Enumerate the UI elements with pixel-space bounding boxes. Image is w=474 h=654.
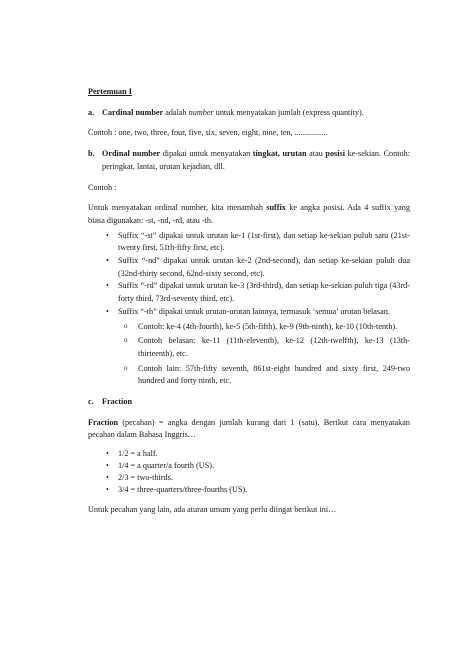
tingkat-urutan-bold: tingkat, urutan	[252, 149, 307, 159]
suffix-list	[88, 230, 410, 319]
section-b-label: b.	[88, 149, 95, 159]
section-a-text	[102, 107, 410, 120]
list-item: o Contoh lain: 57th-fifty seventh, 861st-eight hundred and sixty first, 249-two hundred and forty ninth, etc.	[124, 363, 410, 388]
list-item: o Contoh: ke-4 (4th-fourth), ke-5 (5th-fifth), ke-9 (9th-ninth), ke-10 (10th-tenth).	[124, 321, 410, 334]
closing-text: Untuk pecahan yang lain, ada aturan umum yang perlu diingat berikut ini…	[88, 504, 337, 514]
cardinal-example: Contoh : one, two, three, four, five, six, seven, eight, nine, ten, ................	[88, 128, 328, 138]
section-b	[88, 148, 410, 173]
section-a	[88, 107, 410, 120]
fraction-text: (pecahan) = angka dengan jumlah kurang dari 1 (satu). Berikut cara menyatakan pecahan dalam Bahasa Inggris…	[88, 417, 410, 440]
section-c	[88, 396, 410, 409]
th-example-list	[88, 321, 410, 389]
number-italic: number	[188, 107, 214, 117]
page-title: Pertemuan I	[88, 87, 132, 96]
section-a-text-part1: adalah	[163, 107, 189, 117]
list-item: • 2/3 = two-thirds.	[106, 472, 410, 484]
section-a-label: a.	[88, 107, 95, 117]
fraction-definition	[88, 417, 410, 442]
ordinal-intro	[88, 202, 410, 227]
fraction-bold: Fraction	[88, 417, 119, 427]
ordinal-intro-part1: Untuk menyatakan ordinal number, kita menambah	[88, 203, 267, 213]
section-a-text-part2: untuk menyatakan jumlah (express quantity).	[213, 107, 364, 117]
suffix-bold: suffix	[266, 203, 286, 213]
posisi-bold: posisi	[325, 149, 345, 159]
contoh-label: Contoh :	[88, 182, 117, 192]
cardinal-term: Cardinal number	[102, 107, 164, 117]
section-c-heading: Fraction	[102, 397, 133, 407]
section-b-text	[102, 148, 410, 173]
fraction-list	[88, 448, 410, 496]
list-item: • Suffix “-rd” dipakai untuk urutan ke-3 (3rd-third), dan setiap ke-sekian puluh tiga (43rd-forty third, 73rd-seventy third, etc).	[106, 280, 410, 305]
section-b-text-part3: ke-sekian. Contoh: peringkat, lantai, urutan kejadian, dll.	[102, 149, 410, 171]
list-item: • Suffix “-nd” dipakai untuk urutan ke-2 (2nd-second), dan setiap ke-sekian puluh dua (32nd-thirty second, 62nd-sixty second, etc).	[106, 255, 410, 280]
list-item: o Contoh belasan: ke-11 (11th-eleventh), ke-12 (12th-twelfth), ke-13 (13th-thirteenth), etc.	[124, 335, 410, 360]
section-b-text-part1: dipakai untuk menyatakan	[160, 149, 253, 159]
ordinal-term: Ordinal number	[102, 149, 161, 159]
section-b-text-part2: atau	[306, 149, 326, 159]
ordinal-intro-part2: ke angka posisi. Ada 4 suffix yang biasa digunakan: -st, -nd, -rd, atau -th.	[88, 203, 410, 225]
section-c-label: c.	[88, 397, 94, 407]
list-item: • Suffix “-st” dipakai untuk urutan ke-1 (1st-first), dan setiap ke-sekian puluh satu (21st-twenty first, 51th-fifty first, etc).	[106, 230, 410, 255]
list-item: • 3/4 = three-quarters/three-fourths (US).	[106, 484, 410, 496]
list-item: • 1/4 = a quarter/a fourth (US).	[106, 460, 410, 472]
document-page	[88, 86, 410, 516]
list-item: • Suffix “-th” dipakai untuk urutan-urutan lainnya, termasuk ‘semua’ urutan belasan.	[106, 306, 410, 319]
list-item: • 1/2 = a half.	[106, 448, 410, 460]
